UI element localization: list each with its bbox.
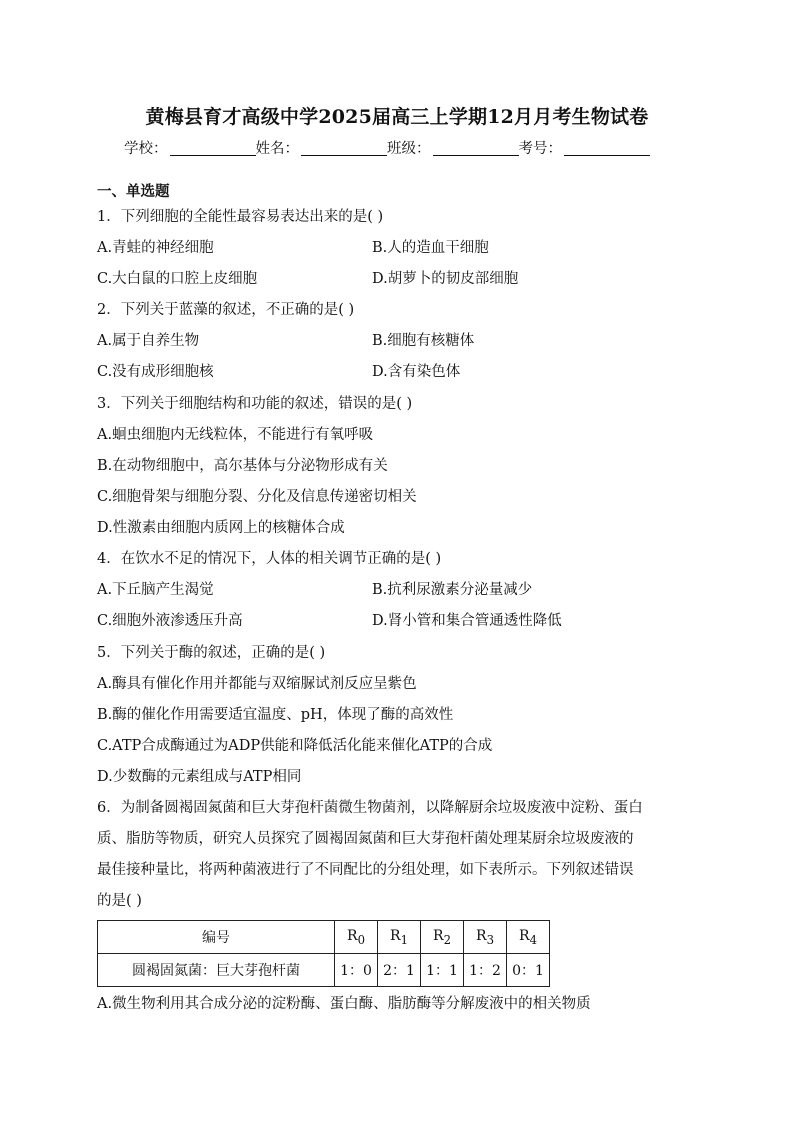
ratio-cell: 1：1: [421, 954, 464, 987]
group-sub: 1: [400, 932, 408, 947]
group-cell-r0: [335, 921, 378, 954]
q1-option-c: C.大白鼠的口腔上皮细胞: [97, 271, 258, 287]
q4-option-a: A.下丘脑产生渴觉: [97, 582, 214, 598]
q2-option-d: D.含有染色体: [372, 364, 461, 380]
school-blank[interactable]: [170, 141, 256, 156]
name-blank[interactable]: [301, 141, 387, 156]
q5-option-c: C.ATP合成酶通过为ADP供能和降低活化能来催化ATP的合成: [97, 738, 493, 754]
q1-stem: 1．下列细胞的全能性最容易表达出来的是( ): [97, 209, 384, 225]
q6-table: [97, 920, 550, 987]
ratio-cell: 1：0: [335, 954, 378, 987]
q2-option-c: C.没有成形细胞核: [97, 364, 214, 380]
q6-stem-line-2: 质、脂肪等物质，研究人员探究了圆褐固氮菌和巨大芽孢杆菌处理某厨余垃圾废液的: [97, 831, 634, 847]
group-cell-r4: [507, 921, 550, 954]
q6-option-a: A.微生物利用其合成分泌的淀粉酶、蛋白酶、脂肪酶等分解废液中的相关物质: [97, 996, 591, 1012]
q2-stem: 2．下列关于蓝藻的叙述，不正确的是( ): [97, 302, 355, 318]
q1-option-a: A.青蛙的神经细胞: [97, 240, 214, 256]
group-sub: 0: [357, 932, 365, 947]
q5-option-a: A.酶具有催化作用并都能与双缩脲试剂反应呈紫色: [97, 676, 417, 692]
q5-option-b: B.酶的催化作用需要适宜温度、pH，体现了酶的高效性: [97, 707, 454, 723]
table-header-cell: 编号: [98, 921, 335, 954]
ratio-cell: 1：2: [464, 954, 507, 987]
group-cell-r3: [464, 921, 507, 954]
class-blank[interactable]: [433, 141, 519, 156]
group-base: R: [519, 927, 530, 944]
table-row: [98, 921, 550, 954]
ratio-cell: 0：1: [507, 954, 550, 987]
table-row-header-cell: 圆褐固氮菌：巨大芽孢杆菌: [98, 954, 335, 987]
q3-option-a: A.蛔虫细胞内无线粒体，不能进行有氧呼吸: [97, 427, 374, 443]
group-cell-r1: [378, 921, 421, 954]
table-row: [98, 954, 550, 987]
class-label: 班级：: [387, 141, 431, 157]
q1-option-d: D.胡萝卜的韧皮部细胞: [372, 271, 519, 287]
group-base: R: [390, 927, 401, 944]
q3-option-c: C.细胞骨架与细胞分裂、分化及信息传递密切相关: [97, 489, 417, 505]
q4-stem: 4．在饮水不足的情况下，人体的相关调节正确的是( ): [97, 551, 442, 567]
section-title: 一、单选题: [97, 183, 170, 200]
q5-stem: 5．下列关于酶的叙述，正确的是( ): [97, 645, 326, 661]
q3-stem: 3．下列关于细胞结构和功能的叙述，错误的是( ): [97, 396, 413, 412]
name-label: 姓名：: [255, 141, 299, 157]
q2-option-b: B.细胞有核糖体: [372, 333, 475, 349]
group-sub: 4: [529, 932, 537, 947]
q3-option-d: D.性激素由细胞内质网上的核糖体合成: [97, 520, 345, 536]
number-blank[interactable]: [564, 141, 650, 156]
q1-option-b: B.人的造血干细胞: [372, 240, 489, 256]
school-label: 学校：: [124, 141, 168, 157]
q5-option-d: D.少数酶的元素组成与ATP相同: [97, 769, 302, 785]
q4-option-c: C.细胞外液渗透压升高: [97, 613, 243, 629]
q2-option-a: A.属于自养生物: [97, 333, 200, 349]
student-info-line: [124, 137, 684, 158]
q3-option-b: B.在动物细胞中，高尔基体与分泌物形成有关: [97, 458, 388, 474]
q4-option-b: B.抗利尿激素分泌量减少: [372, 582, 533, 598]
q4-option-d: D.肾小管和集合管通透性降低: [372, 613, 562, 629]
group-sub: 3: [486, 932, 494, 947]
q6-stem-line-4: 的是( ): [97, 893, 142, 909]
group-cell-r2: [421, 921, 464, 954]
number-label: 考号：: [518, 141, 562, 157]
ratio-cell: 2：1: [378, 954, 421, 987]
group-base: R: [476, 927, 487, 944]
exam-title: 黄梅县育才高级中学2025届高三上学期12月月考生物试卷: [145, 106, 649, 128]
q6-stem-line-1: 6．为制备圆褐固氮菌和巨大芽孢杆菌微生物菌剂，以降解厨余垃圾废液中淀粉、蛋白: [97, 800, 643, 816]
q6-stem-line-3: 最佳接种量比，将两种菌液进行了不同配比的分组处理，如下表所示。下列叙述错误: [97, 862, 634, 878]
group-base: R: [433, 927, 444, 944]
group-base: R: [347, 927, 358, 944]
group-sub: 2: [443, 932, 451, 947]
